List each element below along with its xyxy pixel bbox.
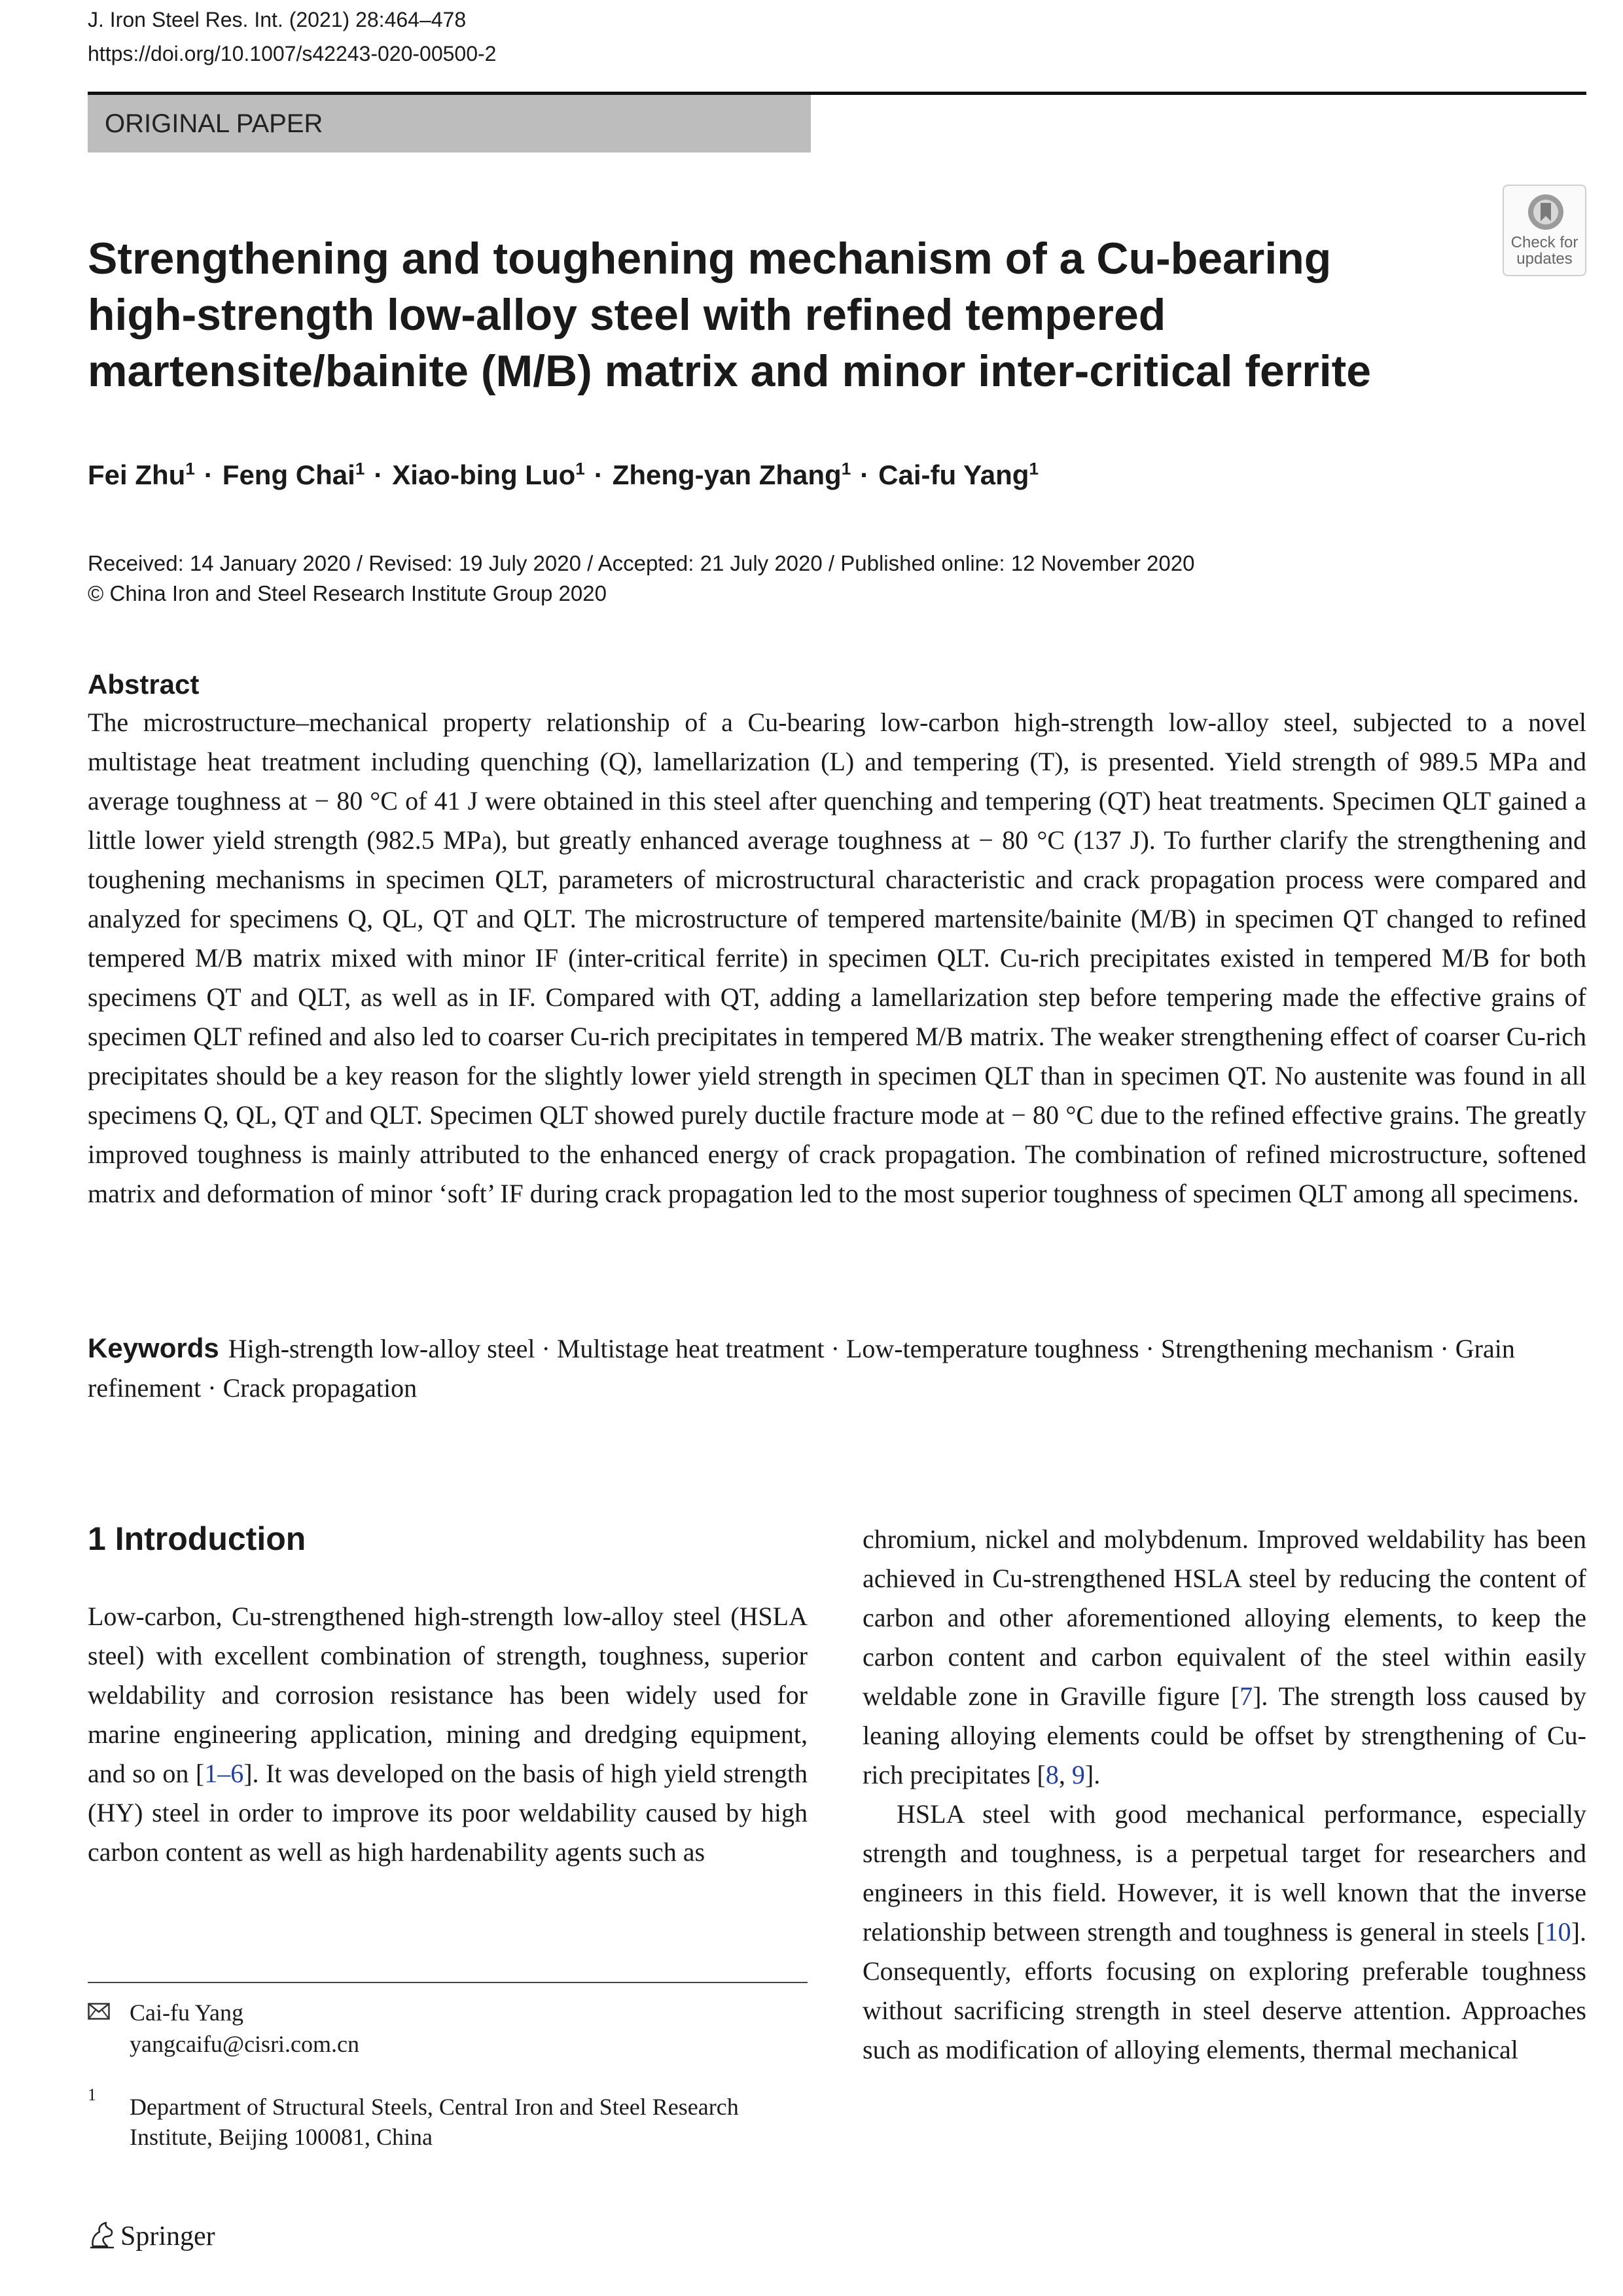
right-column xyxy=(863,1520,1586,2070)
publisher-name: Springer xyxy=(120,2221,215,2251)
author-name: Xiao-bing Luo xyxy=(392,459,576,490)
author-separator: · xyxy=(594,459,603,490)
paragraph-text: , xyxy=(1058,1760,1072,1789)
author-affiliation-mark: 1 xyxy=(355,459,365,478)
citation-link[interactable]: 8 xyxy=(1045,1760,1059,1789)
paragraph-text: ]. Consequently, efforts focusing on exploring preferable toughness without sacrificing strength in steel deserve attention. Approaches such as modification of alloying elements, thermal mechanical xyxy=(863,1917,1586,2064)
abstract-body: The microstructure–mechanical property relationship of a Cu-bearing low-carbon high-strength low-alloy steel, subjected to a novel multistage heat treatment including quenching (Q), lamellarization (L) and tempering (T), is presented. Yield strength of 989.5 MPa and average toughness at − 80 °C of 41 J were obtained in this steel after quenching and tempering (QT) heat treatments. Specimen QLT gained a little lower yield strength (982.5 MPa), but greatly enhanced average toughness at − 80 °C (137 J). To further clarify the strengthening and toughening mechanisms in specimen QLT, parameters of microstructural characteristic and crack propagation process were compared and analyzed for specimens Q, QL, QT and QLT. The microstructure of tempered martensite/bainite (M/B) in specimen QT changed to refined tempered M/B matrix mixed with minor IF (inter-critical ferrite) in specimen QLT. Cu-rich precipitates existed in tempered M/B for both specimens QT and QLT, as well as in IF. Compared with QT, adding a lamellarization step before tempering made the effective grains of specimen QLT refined and also led to coarser Cu-rich precipitates in tempered M/B matrix. The weaker strengthening effect of coarser Cu-rich precipitates should be a key reason for the slightly lower yield strength in specimen QLT than in specimen QT. No austenite was found in all specimens Q, QL, QT and QLT. Specimen QLT showed purely ductile fracture mode at − 80 °C due to the refined effective grains. The greatly improved toughness is mainly attributed to the enhanced energy of crack propagation. The combination of refined microstructure, softened matrix and deformation of minor ‘soft’ IF during crack propagation led to the most superior toughness of specimen QLT among all specimens. xyxy=(88,708,1586,1208)
paragraph-text: Low-carbon, Cu-strengthened high-strength low-alloy steel (HSLA steel) with excellent combination of strength, toughness, superior weldability and corrosion resistance has been widely used for marine engineering application, mining and dredging equipment, and so on [ xyxy=(88,1602,808,1788)
paragraph-text: ]. xyxy=(1084,1760,1101,1789)
author-separator: · xyxy=(204,459,213,490)
author-separator: · xyxy=(860,459,870,490)
keywords-list: High-strength low-alloy steel · Multistage heat treatment · Low-temperature toughness · Strengthening mechanism · Grain refinement · Crack propagation xyxy=(88,1334,1515,1403)
journal-citation: J. Iron Steel Res. Int. (2021) 28:464–478 xyxy=(88,8,467,31)
crossmark-label-line-2: updates xyxy=(1516,250,1573,268)
citation-link[interactable]: 1–6 xyxy=(204,1759,244,1788)
affiliation-number: 1 xyxy=(88,2085,96,2104)
section-heading-introduction: 1 Introduction xyxy=(88,1520,306,1557)
crossmark-icon xyxy=(1526,192,1565,232)
author-name: Fei Zhu xyxy=(88,459,186,490)
copyright-notice: © China Iron and Steel Research Institute Group 2020 xyxy=(88,581,607,605)
keywords-heading: Keywords xyxy=(88,1333,219,1363)
doi-link[interactable]: https://doi.org/10.1007/s42243-020-00500-2 xyxy=(88,42,497,65)
author-name: Feng Chai xyxy=(222,459,355,490)
publication-dates: Received: 14 January 2020 / Revised: 19 July 2020 / Accepted: 21 July 2020 / Published online: 12 November 2020 xyxy=(88,551,1195,575)
corresponding-author-email[interactable]: yangcaifu@cisri.com.cn xyxy=(130,2031,360,2057)
crossmark-label xyxy=(1504,234,1585,267)
paragraph-text: ]. It was developed on the basis of high yield strength (HY) steel in order to improve its poor weldability caused by high carbon content as well as high hardenability agents such as xyxy=(88,1759,808,1867)
citation-link[interactable]: 10 xyxy=(1544,1917,1571,1946)
author-name: Zheng-yan Zhang xyxy=(612,459,842,490)
affiliation-text: Department of Structural Steels, Central Iron and Steel Research Institute, Beijing 100081, China xyxy=(130,2094,739,2150)
paragraph-text: HSLA steel with good mechanical performance, especially strength and toughness, is a perpetual target for researchers and engineers in this field. However, it is well known that the inverse relationship between strength and toughness is general in steels [ xyxy=(863,1799,1586,1946)
corresponding-author-name: Cai-fu Yang xyxy=(130,2000,244,2026)
abstract-heading: Abstract xyxy=(88,669,200,700)
left-column xyxy=(88,1597,808,1872)
author-name: Cai-fu Yang xyxy=(878,459,1029,490)
paper-title: Strengthening and toughening mechanism of a Cu-bearing high-strength low-alloy steel with refined tempered martensite/bainite (M/B) matrix and minor inter-critical ferrite xyxy=(88,234,1372,396)
author-affiliation-mark: 1 xyxy=(185,459,195,478)
author-affiliation-mark: 1 xyxy=(841,459,851,478)
author-affiliation-mark: 1 xyxy=(1029,459,1039,478)
check-for-updates-badge[interactable] xyxy=(1503,185,1586,276)
author-affiliation-mark: 1 xyxy=(575,459,585,478)
intro-paragraph-2-continued xyxy=(863,1520,1586,1795)
author-separator: · xyxy=(374,459,383,490)
intro-paragraph-3 xyxy=(863,1795,1586,2070)
paper-type-banner: ORIGINAL PAPER xyxy=(88,95,811,152)
envelope-icon xyxy=(88,2003,110,2020)
springer-horse-icon xyxy=(88,2220,116,2250)
paragraph-text: chromium, nickel and molybdenum. Improved weldability has been achieved in Cu-strengthened HSLA steel by reducing the content of carbon and other aforementioned alloying elements, to keep the carbon content and carbon equivalent of the steel within easily weldable zone in Graville figure [ xyxy=(863,1524,1586,1711)
citation-link[interactable]: 7 xyxy=(1240,1681,1253,1711)
crossmark-label-line-1: Check for xyxy=(1510,234,1578,251)
citation-link[interactable]: 9 xyxy=(1071,1760,1085,1789)
keywords-section xyxy=(88,1329,1586,1408)
author-list xyxy=(88,452,1039,492)
footnote-rule xyxy=(88,1982,808,1983)
intro-paragraph-1 xyxy=(88,1597,808,1872)
paragraph-text: ]. The strength loss caused by leaning alloying elements could be offset by strengthening of Cu-rich precipitates [ xyxy=(863,1681,1586,1789)
